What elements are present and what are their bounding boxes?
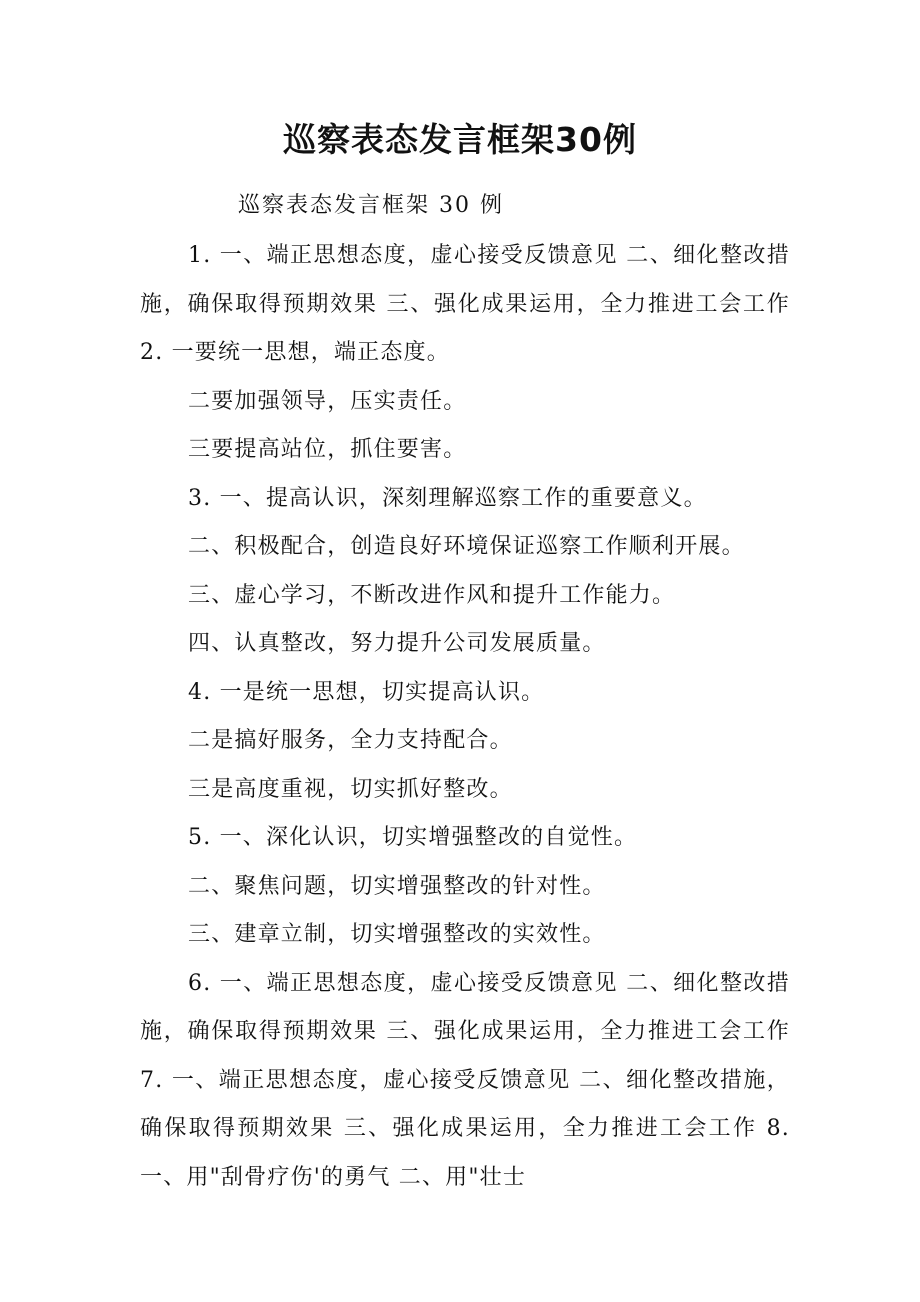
paragraph-9: 二是搞好服务，全力支持配合。 [188,728,513,753]
paragraph-10: 三是高度重视，切实抓好整改。 [188,776,513,802]
paragraph-6: 三、虚心学习，不断改进作风和提升工作能力。 [188,582,676,608]
document-title: 巡察表态发言框架30例 [283,120,637,159]
document-body [140,232,790,1202]
paragraph-7: 四、认真整改，努力提升公司发展质量。 [188,631,606,656]
document-subtitle: 巡察表态发言框架 30 例 [238,193,504,218]
paragraph-13: 三、建章立制，切实增强整改的实效性。 [188,922,606,947]
paragraph-12: 二、聚焦问题，切实增强整改的针对性。 [188,873,606,899]
paragraph-8: 4. 一是统一思想，切实提高认识。 [188,679,545,705]
paragraph-14: 6. 一、端正思想态度，虚心接受反馈意见 二、细化整改措施，确保取得预期效果 三、强化成果运用，全力推进工会工作 7. 一、端正思想态度，虚心接受反馈意见 二、细化整改措施，确保取得预期效果 三、强化成果运用，全力推进工会工作 8. 一、用"刮骨疗伤'的勇气 二、用"壮士 [140,970,790,1190]
paragraph-1: 1. 一、端正思想态度，虚心接受反馈意见 二、细化整改措施，确保取得预期效果 三、强化成果运用，全力推进工会工作 2. 一要统一思想，端正态度。 [140,243,790,365]
paragraph-4: 3. 一、提高认识，深刻理解巡察工作的重要意义。 [188,485,707,511]
paragraph-5: 二、积极配合，创造良好环境保证巡察工作顺利开展。 [188,534,745,559]
paragraph-2: 二要加强领导，压实责任。 [188,388,467,414]
paragraph-3: 三要提高站位，抓住要害。 [188,437,467,462]
paragraph-11: 5. 一、深化认识，切实增强整改的自觉性。 [188,825,638,850]
